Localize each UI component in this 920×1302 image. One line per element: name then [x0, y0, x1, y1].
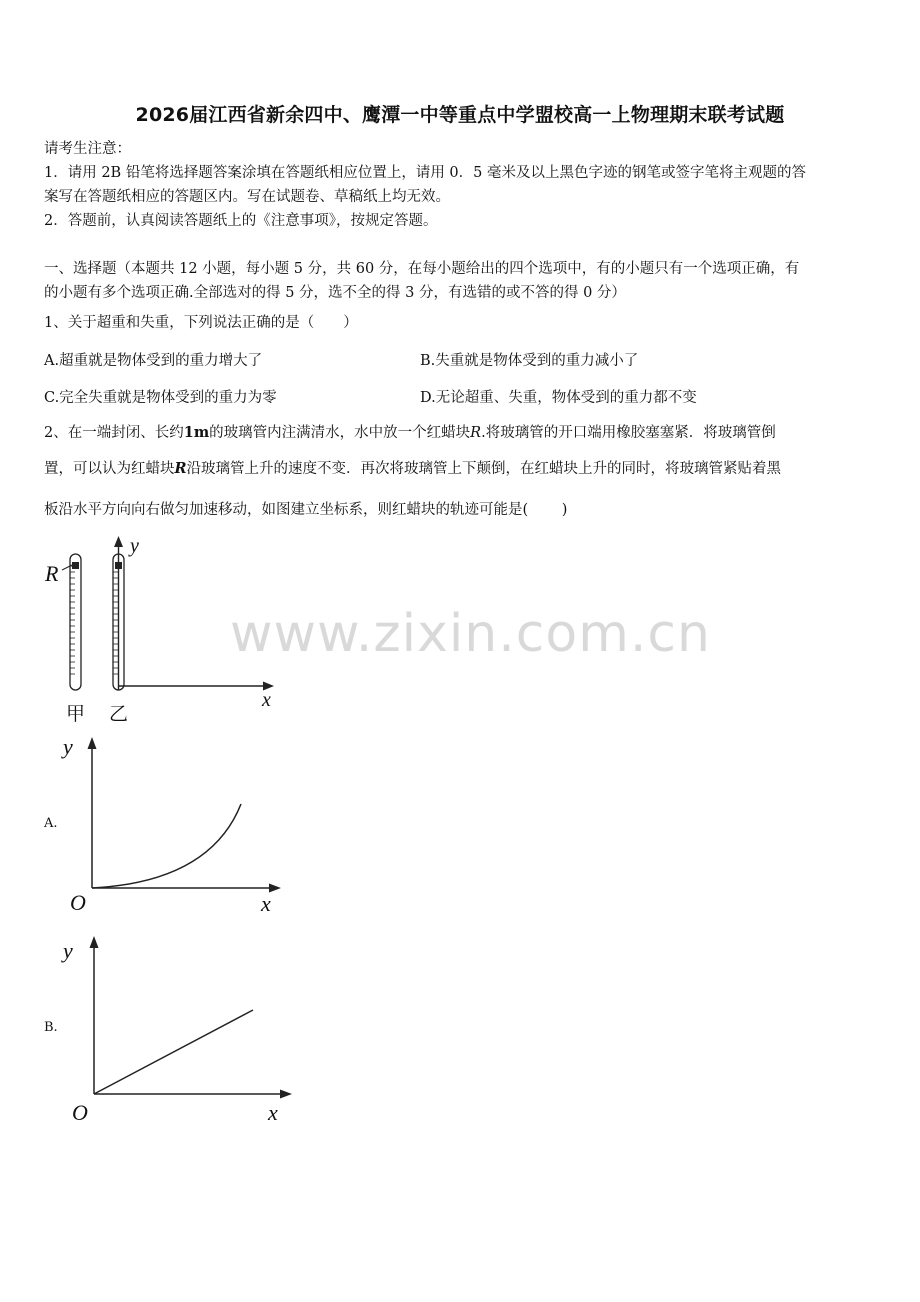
q2-length-value: 1m	[183, 424, 210, 441]
y-axis-arrow	[88, 737, 97, 749]
page-title: 2026届江西省新余四中、鹰潭一中等重点中学盟校高一上物理期末联考试题	[135, 104, 785, 126]
q2-text: 置，可以认为红蜡块	[44, 461, 175, 477]
axis-label-y: y	[63, 734, 73, 759]
axis-label-x: x	[261, 891, 271, 916]
q1-option-b: B.失重就是物体受到的重力减小了	[420, 353, 639, 369]
q2-text: 2、在一端封闭、长约	[44, 425, 184, 441]
wax-block-jia	[72, 562, 79, 569]
label-yi: 乙	[109, 703, 129, 725]
q1-stem: 1、关于超重和失重，下列说法正确的是（ ）	[44, 315, 358, 331]
q2-text: .将玻璃管的开口端用橡胶塞塞紧．将玻璃管倒	[481, 425, 776, 441]
tube-figure	[40, 532, 290, 728]
origin-label: O	[70, 890, 86, 915]
axis-label-y: y	[130, 535, 139, 557]
notice-item-1-line-2: 案写在答题纸相应的答题区内。写在试题卷、草稿纸上均无效。	[44, 189, 450, 205]
x-axis-arrow	[280, 1090, 292, 1099]
q1-option-a: A.超重就是物体受到的重力增大了	[44, 353, 263, 369]
tube-jia-scale	[70, 566, 75, 674]
notice-item-2: 2．答题前，认真阅读答题纸上的《注意事项》，按规定答题。	[44, 213, 438, 229]
axis-label-y: y	[63, 938, 73, 963]
q2-symbol-r: R	[174, 460, 187, 477]
notice-heading: 请考生注意：	[44, 141, 131, 157]
tube-jia	[70, 554, 81, 690]
notice-item-1-line-1: 1．请用 2B 铅笔将选择题答案涂填在答题纸相应位置上，请用 0．5 毫米及以上黑色字迹的钢笔或签字笔将主观题的答	[44, 165, 806, 181]
q2-text: 沿玻璃管上升的速度不变．再次将玻璃管上下颠倒，在红蜡块上升的同时，将玻璃管紧贴着黑	[186, 461, 782, 477]
y-axis-arrow	[90, 936, 99, 948]
option-a-label: A.	[44, 816, 58, 831]
section-1-intro-line-2: 的小题有多个选项正确.全部选对的得 5 分，选不全的得 3 分，有选错的或不答的得 0 分）	[44, 285, 626, 301]
q2-stem-line-1	[44, 423, 776, 443]
watermark: www.zixin.com.cn	[230, 604, 711, 664]
q2-stem-line-3: 板沿水平方向向右做匀加速移动，如图建立坐标系，则红蜡块的轨迹可能是( )	[44, 502, 568, 518]
label-jia: 甲	[66, 703, 86, 725]
tube-yi-scale	[113, 572, 118, 674]
axis-label-x: x	[268, 1100, 278, 1125]
option-a-graph	[60, 732, 290, 920]
origin-label: O	[72, 1100, 88, 1125]
q1-option-d: D.无论超重、失重，物体受到的重力都不变	[420, 390, 697, 406]
option-b-graph	[60, 928, 300, 1128]
q2-symbol-r: R	[470, 425, 482, 441]
y-axis-arrow	[114, 536, 123, 547]
q1-option-c: C.完全失重就是物体受到的重力为零	[44, 390, 277, 406]
label-r: R	[45, 561, 59, 586]
axis-label-x: x	[262, 689, 271, 711]
q2-text: 的玻璃管内注满清水，水中放一个红蜡块	[209, 425, 471, 441]
section-1-intro-line-1: 一、选择题（本题共 12 小题，每小题 5 分，共 60 分，在每小题给出的四个选项中，有的小题只有一个选项正确，有	[44, 261, 800, 277]
trajectory-curve	[92, 804, 241, 888]
trajectory-line	[94, 1010, 253, 1094]
x-axis-arrow	[269, 884, 281, 893]
q2-stem-line-2	[44, 459, 781, 479]
option-b-label: B.	[44, 1020, 58, 1035]
